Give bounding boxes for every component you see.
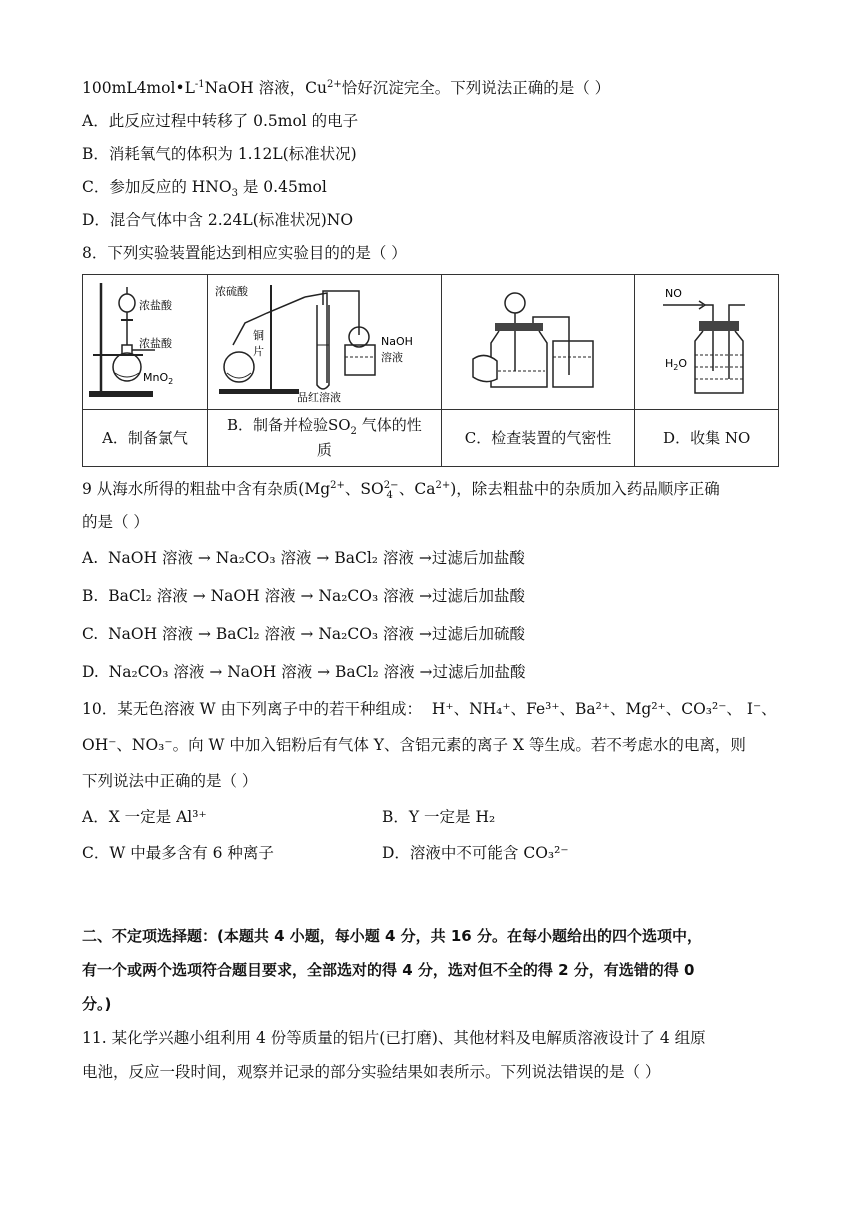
q10-option-a: A．X 一定是 Al³⁺: [82, 808, 207, 826]
svg-text:铜: 铜: [253, 329, 265, 342]
q7-stem: $100mL4mol•L^{-1}NaOH$ 溶液，$Cu^{2+}$恰好沉淀完全。下列说法正确的是（ ）: [82, 78, 611, 97]
q10-line2: OH⁻、NO₃⁻。向 W 中加入铝粉后有气体 Y、含铝元素的离子 X 等生成。若不考虑水的电离，则: [82, 736, 746, 754]
apparatus-d-cell: [635, 275, 779, 410]
q10-options-row1: [82, 799, 782, 835]
q10-option-c: C．W 中最多含有 6 种离子: [82, 844, 274, 862]
svg-text:片: 片: [253, 345, 265, 358]
apparatus-c-cell: [441, 275, 635, 410]
apparatus-a-cell: [83, 275, 208, 410]
svg-text:MnO2: MnO$_2$: [143, 371, 174, 386]
caption-c: C．检查装置的气密性: [441, 410, 635, 467]
svg-text:H2O: $H_2O$: [664, 357, 687, 372]
airtightness-apparatus-figure: [443, 275, 633, 405]
q7-option-d: D．混合气体中含 2.24L(标准状况)NO: [82, 211, 354, 229]
so2-apparatus-figure: [209, 275, 439, 405]
svg-text:品红溶液: 品红溶液: [297, 391, 342, 404]
no-collection-apparatus-figure: [637, 275, 777, 405]
q10-option-b: B．Y 一定是 H₂: [382, 808, 496, 826]
q9-option-c: C. NaOH 溶液 → BaCl₂ 溶液 → Na₂CO₃ 溶液 →过滤后加硫酸: [82, 625, 525, 643]
q10-stem: 10．某无色溶液 W 由下列离子中的若干种组成： H⁺、NH₄⁺、Fe³⁺、Ba²⁺、Mg²⁺、CO₃²⁻、 I⁻、: [82, 700, 777, 718]
q9-option-a: A. NaOH 溶液 → Na₂CO₃ 溶液 → BaCl₂ 溶液 →过滤后加盐酸: [82, 549, 525, 567]
caption-a: A．制备氯气: [83, 410, 208, 467]
svg-text:浓盐酸: 浓盐酸: [139, 299, 172, 312]
q8-stem: 8．下列实验装置能达到相应实验目的的是（ ）: [82, 244, 407, 262]
svg-text:浓盐酸: 浓盐酸: [139, 337, 172, 350]
q7-option-b: B．消耗氧气的体积为 1.12L(标准状况): [82, 145, 357, 163]
caption-b: B．制备并检验$SO_2$ 气体的性 质: [208, 410, 442, 467]
apparatus-table: [82, 274, 779, 467]
caption-d: D．收集 NO: [635, 410, 779, 467]
q10-option-d: D．溶液中不可能含 CO₃²⁻: [382, 844, 569, 862]
svg-text:溶液: 溶液: [381, 351, 404, 364]
svg-text:浓硫酸: 浓硫酸: [215, 285, 249, 298]
q11-line2: 电池，反应一段时间，观察并记录的部分实验结果如表所示。下列说法错误的是（ ）: [82, 1063, 661, 1081]
q9-option-b: B. BaCl₂ 溶液 → NaOH 溶液 → Na₂CO₃ 溶液 →过滤后加盐酸: [82, 587, 526, 605]
q10-line3: 下列说法中正确的是（ ）: [82, 772, 258, 790]
apparatus-b-cell: [208, 275, 442, 410]
q11-line1: 11. 某化学兴趣小组利用 4 份等质量的铝片(已打磨)、其他材料及电解质溶液设计了 4 组原: [82, 1029, 706, 1047]
q9-option-d: D. Na₂CO₃ 溶液 → NaOH 溶液 → BaCl₂ 溶液 →过滤后加盐酸: [82, 663, 526, 681]
q10-options-row2: [82, 835, 782, 871]
svg-text:NaOH: NaOH: [381, 335, 414, 348]
q9-stem: 9 从海水所得的粗盐中含有杂质($Mg^{2+}$、$SO^{2-}_4$ 、$Ca^{2+}$)，除去粗盐中的杂质加入药品顺序正确: [82, 479, 720, 502]
exam-page: [82, 72, 782, 1089]
svg-text:NO: NO: [664, 287, 682, 300]
q9-stem-line2: 的是（ ）: [82, 513, 149, 531]
q7-option-a: A．此反应过程中转移了 0.5mol 的电子: [82, 112, 359, 130]
chlorine-apparatus-figure: [83, 275, 207, 405]
q7-option-c: C．参加反应的 $HNO_3$ 是 0.45mol: [82, 178, 327, 200]
section-2-heading: 二、不定项选择题：(本题共 4 小题，每小题 4 分，共 16 分。在每小题给出的四个选项中， 有一个或两个选项符合题目要求，全部选对的得 4 分，选对但不全的得 2 分，有选错的得 0 分。): [82, 927, 702, 1013]
